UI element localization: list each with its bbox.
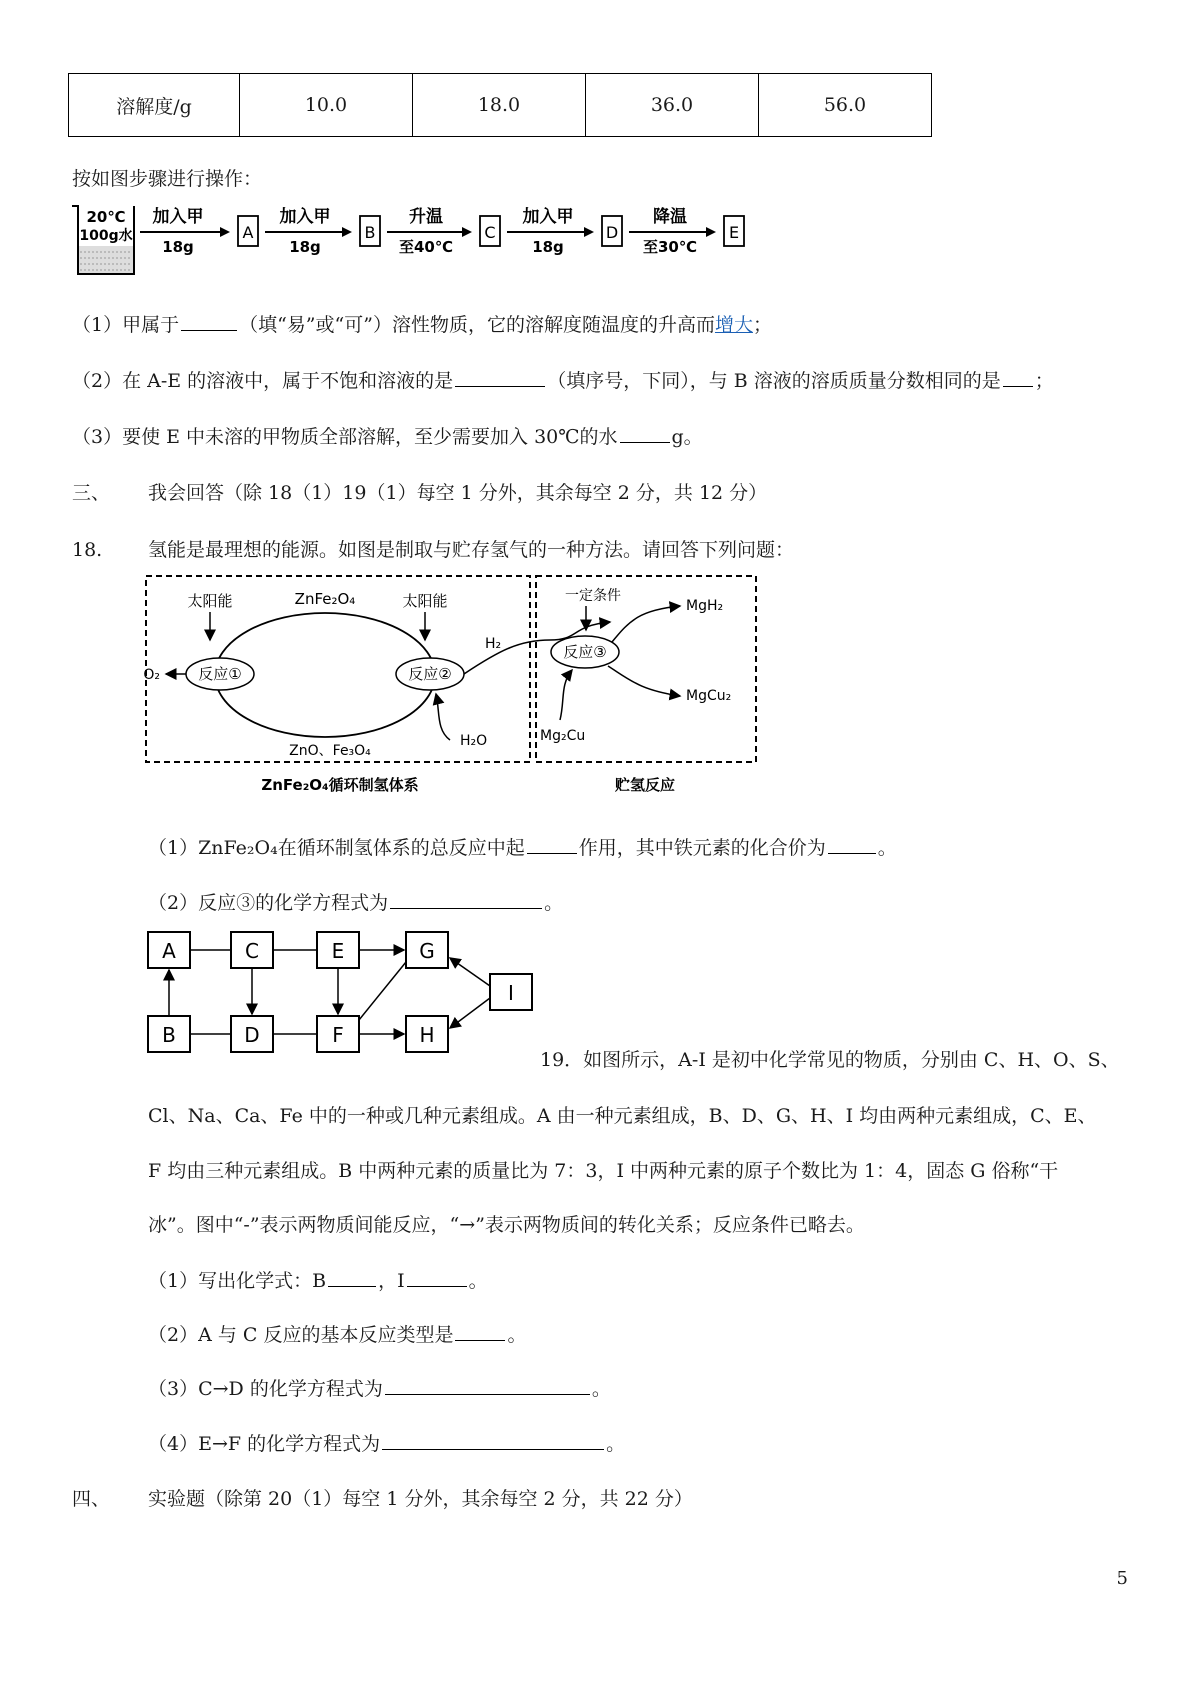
svg-text:一定条件: 一定条件: [565, 588, 621, 604]
answer-blank: [455, 368, 545, 387]
q18-number: 18.: [72, 539, 103, 561]
svg-text:加入甲: 加入甲: [279, 207, 331, 227]
box-F: F: [332, 1023, 344, 1047]
beaker-water: 100g水: [79, 228, 133, 244]
section-4-number: 四、: [72, 1488, 111, 1510]
answer-blank: [620, 424, 670, 443]
q17-part1: （1）甲属于 （填“易”或“可”）溶性物质，它的溶解度随温度的升高而增大；: [72, 314, 772, 336]
q19-part2: （2）A 与 C 反应的基本反应类型是 。: [148, 1324, 527, 1346]
svg-text:太阳能: 太阳能: [402, 592, 448, 610]
box-C: C: [245, 939, 259, 963]
hydrogen-cycle-diagram: [140, 570, 780, 800]
table-cell: 10.0: [240, 74, 413, 137]
svg-text:ZnFe₂O₄循环制氢体系: ZnFe₂O₄循环制氢体系: [261, 776, 419, 794]
steps-flow-diagram: [70, 200, 830, 282]
svg-text:MgCu₂: MgCu₂: [686, 688, 732, 704]
q19-part3: （3）C→D 的化学方程式为 。: [148, 1378, 611, 1400]
section-3-heading: 我会回答（除 18（1）19（1）每空 1 分外，其余每空 2 分，共 12 分）: [148, 482, 768, 504]
answer-blank: [407, 1268, 467, 1287]
svg-text:反应②: 反应②: [408, 665, 452, 683]
state-box: B: [364, 223, 376, 242]
svg-text:贮氢反应: 贮氢反应: [614, 776, 676, 794]
answer-blank: [181, 312, 237, 331]
box-A: A: [162, 939, 176, 963]
page-number: 5: [1116, 1568, 1128, 1589]
steps-intro: 按如图步骤进行操作：: [72, 168, 263, 190]
step-1: [140, 206, 258, 256]
svg-text:加入甲: 加入甲: [152, 207, 204, 227]
answer-blank: [828, 835, 876, 854]
answer-blank: [385, 1376, 590, 1395]
svg-text:反应③: 反应③: [563, 643, 607, 661]
section-3-number: 三、: [72, 482, 111, 504]
box-G: G: [419, 939, 435, 963]
step-3: [387, 206, 500, 256]
answer-blank: [527, 835, 577, 854]
answer-blank: [382, 1431, 604, 1450]
solubility-table: [68, 73, 932, 137]
box-D: D: [244, 1023, 260, 1047]
step-4: [507, 206, 622, 256]
box-I: I: [508, 981, 514, 1005]
state-box: E: [728, 223, 740, 242]
q19-stem-line2: Cl、Na、Ca、Fe 中的一种或几种元素组成。A 由一种元素组成，B、D、G、H、I 均由两种元素组成，C、E、: [148, 1105, 1097, 1127]
term-link[interactable]: 增大: [714, 314, 753, 336]
step-2: [265, 206, 380, 256]
svg-text:ZnFe₂O₄: ZnFe₂O₄: [294, 590, 356, 608]
svg-text:加入甲: 加入甲: [522, 207, 574, 227]
svg-text:至40℃: 至40℃: [398, 238, 454, 256]
svg-text:H₂O: H₂O: [460, 733, 488, 749]
svg-text:H₂: H₂: [485, 636, 502, 652]
state-box: D: [605, 223, 619, 242]
answer-blank: [1003, 368, 1033, 387]
svg-text:太阳能: 太阳能: [187, 592, 233, 610]
table-cell: 18.0: [413, 74, 586, 137]
q17-part2: （2）在 A-E 的溶液中，属于不饱和溶液的是 （填序号，下同），与 B 溶液的溶质质量分数相同的是 ；: [72, 370, 1054, 392]
q19-stem-line4: 冰”。图中“-”表示两物质间能反应，“→”表示两物质间的转化关系；反应条件已略去。: [148, 1214, 865, 1236]
table-cell: 56.0: [759, 74, 932, 137]
step-5: [629, 206, 744, 256]
answer-blank: [390, 890, 542, 909]
svg-text:18g: 18g: [532, 238, 564, 256]
q19-stem-line1: 19．如图所示，A-I 是初中化学常见的物质，分别由 C、H、O、S、: [540, 1049, 1120, 1071]
svg-text:至30℃: 至30℃: [642, 238, 698, 256]
state-box: C: [484, 223, 496, 242]
box-H: H: [419, 1023, 435, 1047]
q19-part4: （4）E→F 的化学方程式为 。: [148, 1433, 626, 1455]
svg-text:降温: 降温: [653, 207, 687, 227]
q17-part3: （3）要使 E 中未溶的甲物质全部溶解，至少需要加入 30℃的水 g。: [72, 426, 703, 448]
svg-text:Mg₂Cu: Mg₂Cu: [540, 728, 586, 744]
table-cell: 36.0: [586, 74, 759, 137]
svg-text:18g: 18g: [289, 238, 321, 256]
q18-stem: 氢能是最理想的能源。如图是制取与贮存氢气的一种方法。请回答下列问题：: [148, 539, 795, 561]
state-box: A: [242, 223, 254, 242]
box-E: E: [331, 939, 345, 963]
svg-text:ZnO、Fe₃O₄: ZnO、Fe₃O₄: [289, 743, 371, 759]
row-label: 溶解度/g: [69, 74, 240, 137]
table-row: [69, 74, 932, 137]
svg-text:反应①: 反应①: [198, 665, 242, 683]
beaker-icon: [72, 206, 134, 274]
q19-stem-line3: F 均由三种元素组成。B 中两种元素的质量比为 7：3，I 中两种元素的原子个数比为 1：4，固态 G 俗称“干: [148, 1160, 1059, 1182]
section-4-heading: 实验题（除第 20（1）每空 1 分外，其余每空 2 分，共 22 分）: [148, 1488, 693, 1510]
substance-relation-diagram: [140, 928, 540, 1068]
svg-text:18g: 18g: [162, 238, 194, 256]
answer-blank: [455, 1322, 505, 1341]
q18-part2: （2）反应③的化学方程式为 。: [148, 892, 564, 914]
svg-text:升温: 升温: [409, 207, 443, 227]
q19-part1: （1）写出化学式：B ，I 。: [148, 1270, 488, 1292]
q18-part1: （1）ZnFe₂O₄在循环制氢体系的总反应中起 作用，其中铁元素的化合价为 。: [148, 837, 897, 859]
svg-text:MgH₂: MgH₂: [686, 598, 724, 614]
svg-text:O₂: O₂: [143, 667, 160, 683]
answer-blank: [328, 1268, 376, 1287]
box-B: B: [162, 1023, 176, 1047]
beaker-temp: 20℃: [86, 208, 126, 226]
